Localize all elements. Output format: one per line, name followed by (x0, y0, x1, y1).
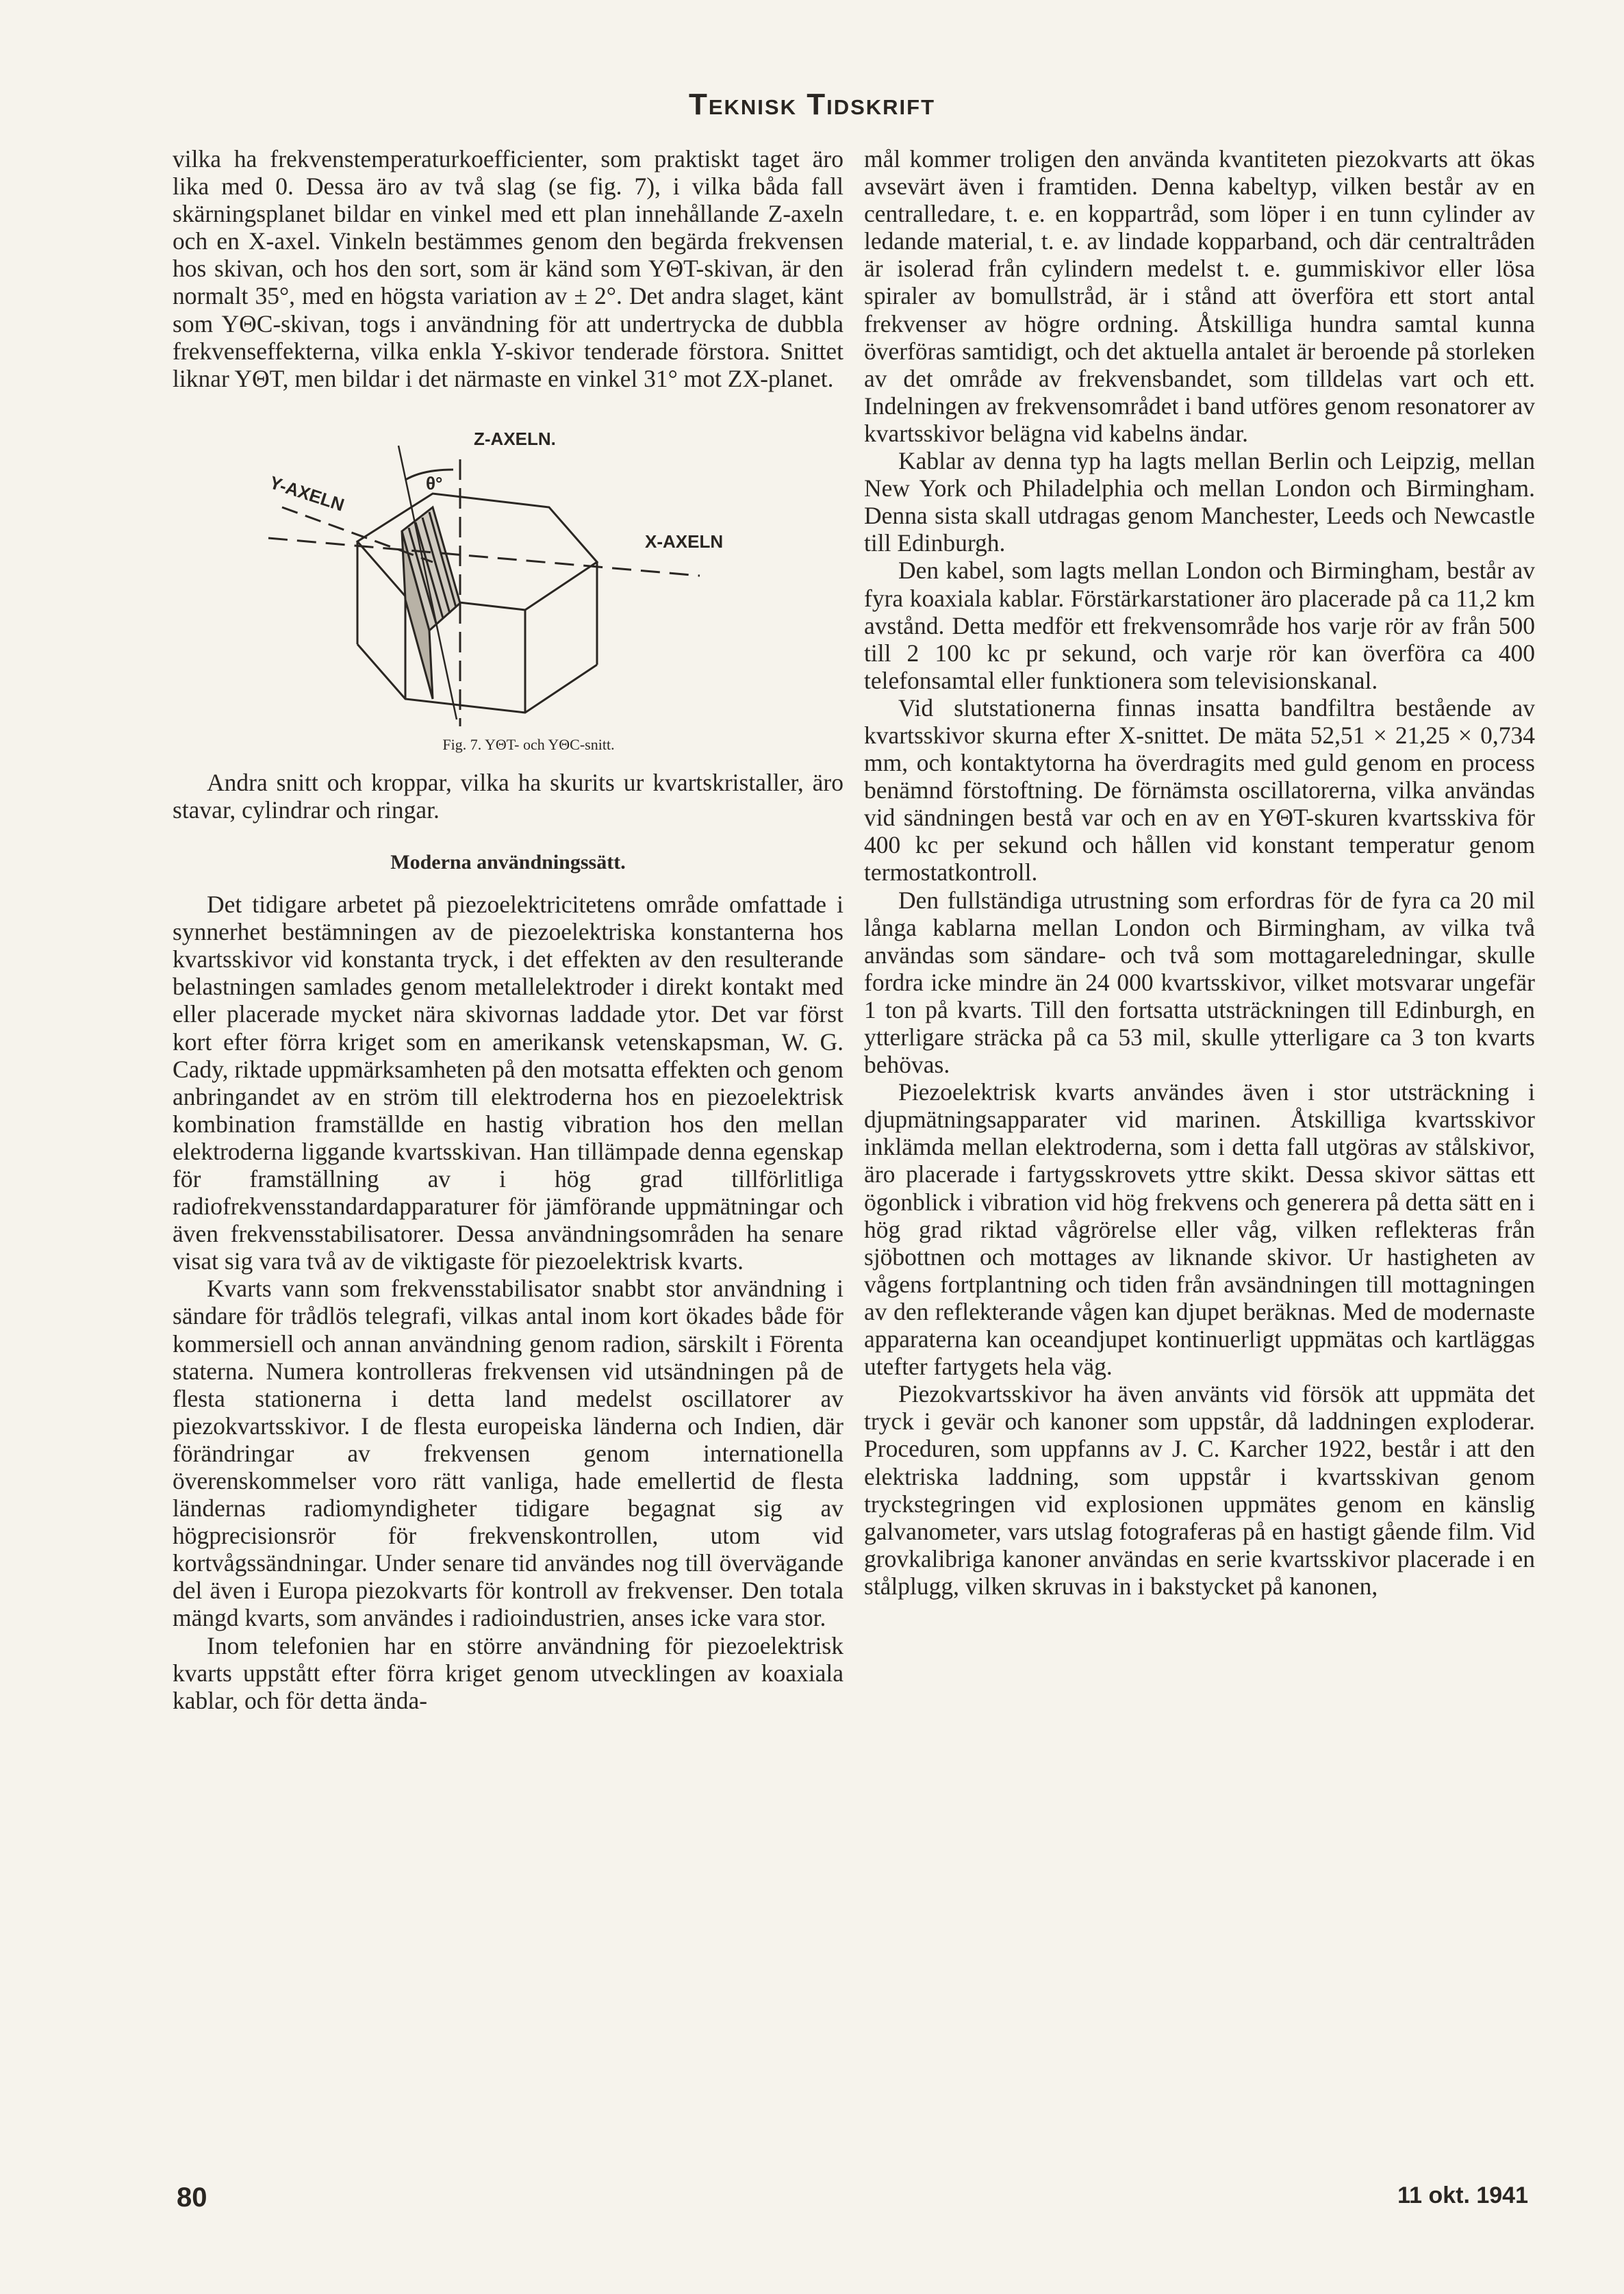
journal-title: Teknisk Tidskrift (688, 88, 936, 121)
issue-date: 11 okt. 1941 (1397, 2182, 1528, 2208)
y-axis-label: Y-AXELN (267, 472, 347, 515)
figure-caption: Fig. 7. YΘT- och YΘC-snitt. (442, 735, 615, 753)
paragraph: vilka ha frekvenstemperaturkoefficienter, som praktiskt taget äro lika med 0. Dessa äro av två slag (se fig. 7), i vilka båda fall skärningsplanet bildar en vinkel med ett plan innehållande Z-axeln och en X-axel. Vinkeln bestämmes genom den begärda frekvensen hos skivan, och hos den sort, som är känd som YΘT-skivan, är den normalt 35°, med en högsta variation av ± 2°. Det andra slaget, känt som YΘC-skivan, togs i användning för att undertrycka de dubbla frekvenseffekterna, vilka enkla Y-skivor tenderade förstora. Snittet liknar YΘT, men bildar i det närmaste en vinkel 31° mot ZX-planet. (173, 145, 843, 392)
right-column (864, 145, 1535, 1600)
z-axis-label: Z-AXELN. (474, 428, 556, 449)
paragraph: Piezokvartsskivor ha även använts vid försök att uppmäta det tryck i gevär och kanoner som uppstår, då laddningen exploderar. Proceduren, som uppfanns av J. C. Karcher 1922, består i att den elektriska laddning, som uppstår i kvartsskivan genom tryckstegringen vid explosionen uppmätes genom en känslig galvanometer, vars utslag fotograferas på en hastigt gående film. Vid grovkalibriga kanoner användas en serie kvartsskivor placerade i en stålplugg, vilken skruvas in i bakstycket på kanonen, (864, 1380, 1535, 1600)
paragraph: Vid slutstationerna finnas insatta bandfiltra bestående av kvartsskivor skurna efter X-snittet. De mäta 52,51 × 21,25 × 0,734 mm, och kontaktytorna ha överdragits med guld genom en process benämnd förstoftning. De förnämsta oscillatorerna, vilka användas vid sändningen bestå var och en av en YΘT-skuren kvartsskiva för 400 kc per sekund och hållen vid konstant temperatur genom termostatkontroll. (864, 693, 1535, 887)
left-column (173, 145, 843, 1714)
paragraph: Inom telefonien har en större användning för piezoelektrisk kvarts uppstått efter förra kriget genom utvecklingen av koaxiala kablar, och för detta ända- (173, 1631, 843, 1714)
paragraph: Piezoelektrisk kvarts användes även i stor utsträckning i djupmätningsapparater vid marinen. Åtskilliga kvartsskivor inklämda mellan elektroderna, som i detta fall utgöras av stålskivor, äro placerade i fartygsskrovets yttre skikt. Dessa skivor sättas ett ögonblick i vibration vid hög frekvens och generera på detta sätt en i hög grad riktad vågrörelse eller våg, vilken reflekteras från sjöbottnen och mottages av liknande skivor. Ur hastigheten av vågens fortplantning och tiden från avsändningen till mottagningen av den reflekterande vågen kan djupet beräknas. Med de modernaste apparaterna kan oceandjupet kontinuerligt uppmätas och kartläggas utefter fartygets hela väg. (864, 1078, 1535, 1381)
theta-label: θ° (426, 472, 443, 494)
paragraph: Det tidigare arbetet på piezoelektricitetens område omfattade i synnerhet bestämningen av de piezoelektriska konstanterna hos kvartsskivor vid konstanta tryck, i det effekten av den resulterande belastningen samlades genom metallelektroder i direkt kontakt med eller placerade mycket nära skivornas laddade ytor. Det var först kort efter förra kriget som en amerikansk vetenskapsman, W. G. Cady, riktade uppmärksamheten på den motsatta effekten och genom anbringandet av en ström till elektroderna hos en piezoelektrisk kombination framställde en hastig vibration hos den mellan elektroderna liggande kvartsskivan. Han tillämpade denna egenskap för framställning av i hög grad tillförlitliga radiofrekvensstandardapparaturer för jämförande uppmätningar och även frekvensstabilisatorer. Dessa användningsområden ha senare visat sig vara två av de viktigaste för piezoelektrisk kvarts. (173, 891, 843, 1275)
crystal-diagram (255, 405, 734, 726)
x-axis-label: X-AXELN (645, 531, 724, 552)
section-heading: Moderna användningssätt. (390, 851, 626, 874)
figure-7 (173, 405, 843, 726)
paragraph: Den fullständiga utrustning som erfordras för de fyra ca 20 mil långa kablarna mellan London och Birmingham, av vilka två användas som sändare- och två som mottagareledningar, skulle fordra icke mindre än 24 000 kvartsskivor, vilket motsvarar ungefär 1 ton på kvarts. Till den fortsatta utsträckningen till Edinburgh, en ytterligare sträcka på ca 53 mil, skulle ytterligare ca 3 ton kvarts behövas. (864, 886, 1535, 1079)
paragraph: Kvarts vann som frekvensstabilisator snabbt stor användning i sändare för trådlös telegrafi, vilkas antal inom kort ökades både för kommersiell och annan användning genom radion, särskilt i Förenta staterna. Numera kontrolleras frekvensen vid utsändningen på de flesta stationerna i detta land medelst oscillatorer av piezokvartsskivor. I de flesta europeiska länderna och Indien, där förändringar av frekvensen genom internationella överenskommelser voro rätt vanliga, hade emellertid de flesta ländernas radiomyndigheter tidigare begagnat sig av högprecisionsrör för frekvenskontrollen, utom vid kortvågssändningar. Under senare tid användes nog till övervägande del även i Europa piezokvarts för kontroll av frekvenser. Den totala mängd kvarts, som användes i radioindustrien, anses icke vara stor. (173, 1275, 843, 1632)
paragraph: mål kommer troligen den använda kvantiteten piezokvarts att ökas avsevärt även i framtiden. Denna kabeltyp, vilken består av en centralledare, t. e. en koppartråd, som löper i en tunn cylinder av ledande material, t. e. av lindade kopparband, och där centraltråden är isolerad från cylindern medelst t. e. gummiskivor eller lösa spiraler av bomullstråd, är i stånd att överföra ett stort antal frekvenser av högre ordning. Åtskilliga hundra samtal kunna överföras samtidigt, och det aktuella antalet är beroende på storleken av det område av frekvensbandet, som tilldelas vart och ett. Indelningen av frekvensområdet i band utföres genom resonatorer av kvartsskivor belägna vid kabelns ändar. (864, 145, 1535, 447)
page-number: 80 (177, 2182, 207, 2213)
paragraph: Kablar av denna typ ha lagts mellan Berlin och Leipzig, mellan New York och Philadelphia och mellan London och Birmingham. Denna sista skall utdragas genom Manchester, Leeds och Newcastle till Edinburgh. (864, 447, 1535, 557)
paragraph: Den kabel, som lagts mellan London och Birmingham, består av fyra koaxiala kablar. Förstärkarstationer äro placerade på ca 11,2 km avstånd. Detta medför ett frekvensområde hos varje rör av från 500 till 2 100 kc pr sekund, och varje rör kan överföra ca 400 telefonsamtal eller funktionera som televisionskanal. (864, 557, 1535, 694)
paragraph: Andra snitt och kroppar, vilka ha skurits ur kvartskristaller, äro stavar, cylindrar och ringar. (173, 768, 843, 824)
